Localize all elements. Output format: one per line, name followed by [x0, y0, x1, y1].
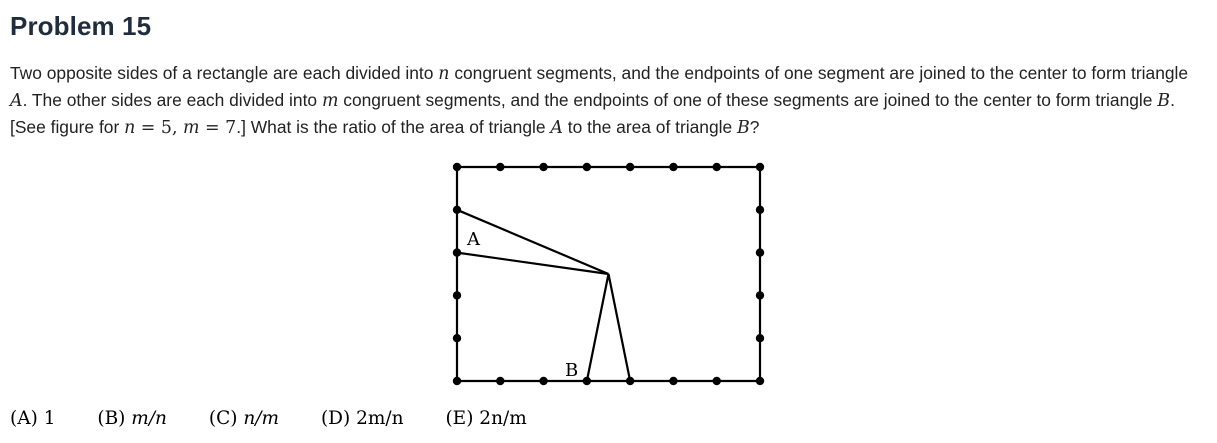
left-division-point [453, 334, 461, 342]
top-division-point [669, 163, 677, 171]
answer-choices [10, 408, 563, 429]
var-b-2: B [737, 118, 750, 138]
bottom-division-point [539, 377, 547, 385]
bottom-division-point [713, 377, 721, 385]
problem-text-7: to the area of triangle [562, 117, 737, 137]
math-n: n [124, 118, 136, 138]
problem-text-5: . [See figure for [10, 90, 1175, 137]
choice-e[interactable] [445, 408, 526, 429]
problem-text-1: Two opposite sides of a rectangle are each divided into [10, 63, 439, 83]
choice-d[interactable] [321, 408, 404, 429]
left-division-point [453, 206, 461, 214]
bottom-division-point [496, 377, 504, 385]
math-n-value: = 5, [135, 118, 184, 138]
top-division-point [539, 163, 547, 171]
top-division-point [453, 163, 461, 171]
top-division-point [583, 163, 591, 171]
problem-text-8: ? [749, 117, 760, 137]
problem-text-2: congruent segments, and the endpoints of one segment are joined to the center to form triangle [449, 63, 1189, 83]
choice-c-value: n/m [243, 408, 280, 429]
var-a: A [10, 91, 23, 111]
var-m: m [321, 91, 339, 111]
problem-text-6: .] What is the ratio of the area of triangle [236, 117, 551, 137]
choice-c-label: (C) [208, 408, 244, 429]
problem-text-4: congruent segments, and the endpoints of one of these segments are joined to the center to form triangle [338, 90, 1158, 110]
triangle-b-side-right [609, 274, 631, 381]
right-division-point [756, 248, 764, 256]
choice-a-value: 1 [43, 408, 56, 429]
choice-b-value: m/n [131, 408, 167, 429]
left-division-point [453, 248, 461, 256]
top-division-point [756, 163, 764, 171]
var-a-2: A [550, 118, 563, 138]
bottom-division-point [669, 377, 677, 385]
right-division-point [756, 206, 764, 214]
choice-e-value: 2n/m [479, 408, 527, 429]
right-division-point [756, 334, 764, 342]
top-division-point [626, 163, 634, 171]
choice-b-label: (B) [97, 408, 132, 429]
math-m: m [183, 118, 200, 138]
top-division-point [496, 163, 504, 171]
problem-text-3: . The other sides are each divided into [22, 90, 322, 110]
bottom-division-point [453, 377, 461, 385]
choice-d-value: 2m/n [356, 408, 404, 429]
top-division-point [713, 163, 721, 171]
left-division-point [453, 291, 461, 299]
triangle-b-side-left [587, 274, 609, 381]
choice-c[interactable] [209, 408, 279, 429]
triangle-b-label: B [565, 360, 579, 381]
var-n: n [438, 64, 450, 84]
choice-d-label: (D) [320, 408, 357, 429]
bottom-division-point [626, 377, 634, 385]
choice-b[interactable] [97, 408, 167, 429]
var-b: B [1157, 91, 1171, 111]
bottom-division-point [583, 377, 591, 385]
math-m-value: = 7 [199, 118, 237, 138]
choice-e-label: (E) [445, 408, 480, 429]
triangle-a-label: A [467, 229, 480, 250]
figure-lines [457, 167, 760, 381]
choice-a[interactable] [10, 408, 55, 429]
choice-a-label: (A) [10, 408, 44, 429]
bottom-division-point [756, 377, 764, 385]
right-division-point [756, 291, 764, 299]
problem-title: Problem 15 [10, 11, 152, 41]
